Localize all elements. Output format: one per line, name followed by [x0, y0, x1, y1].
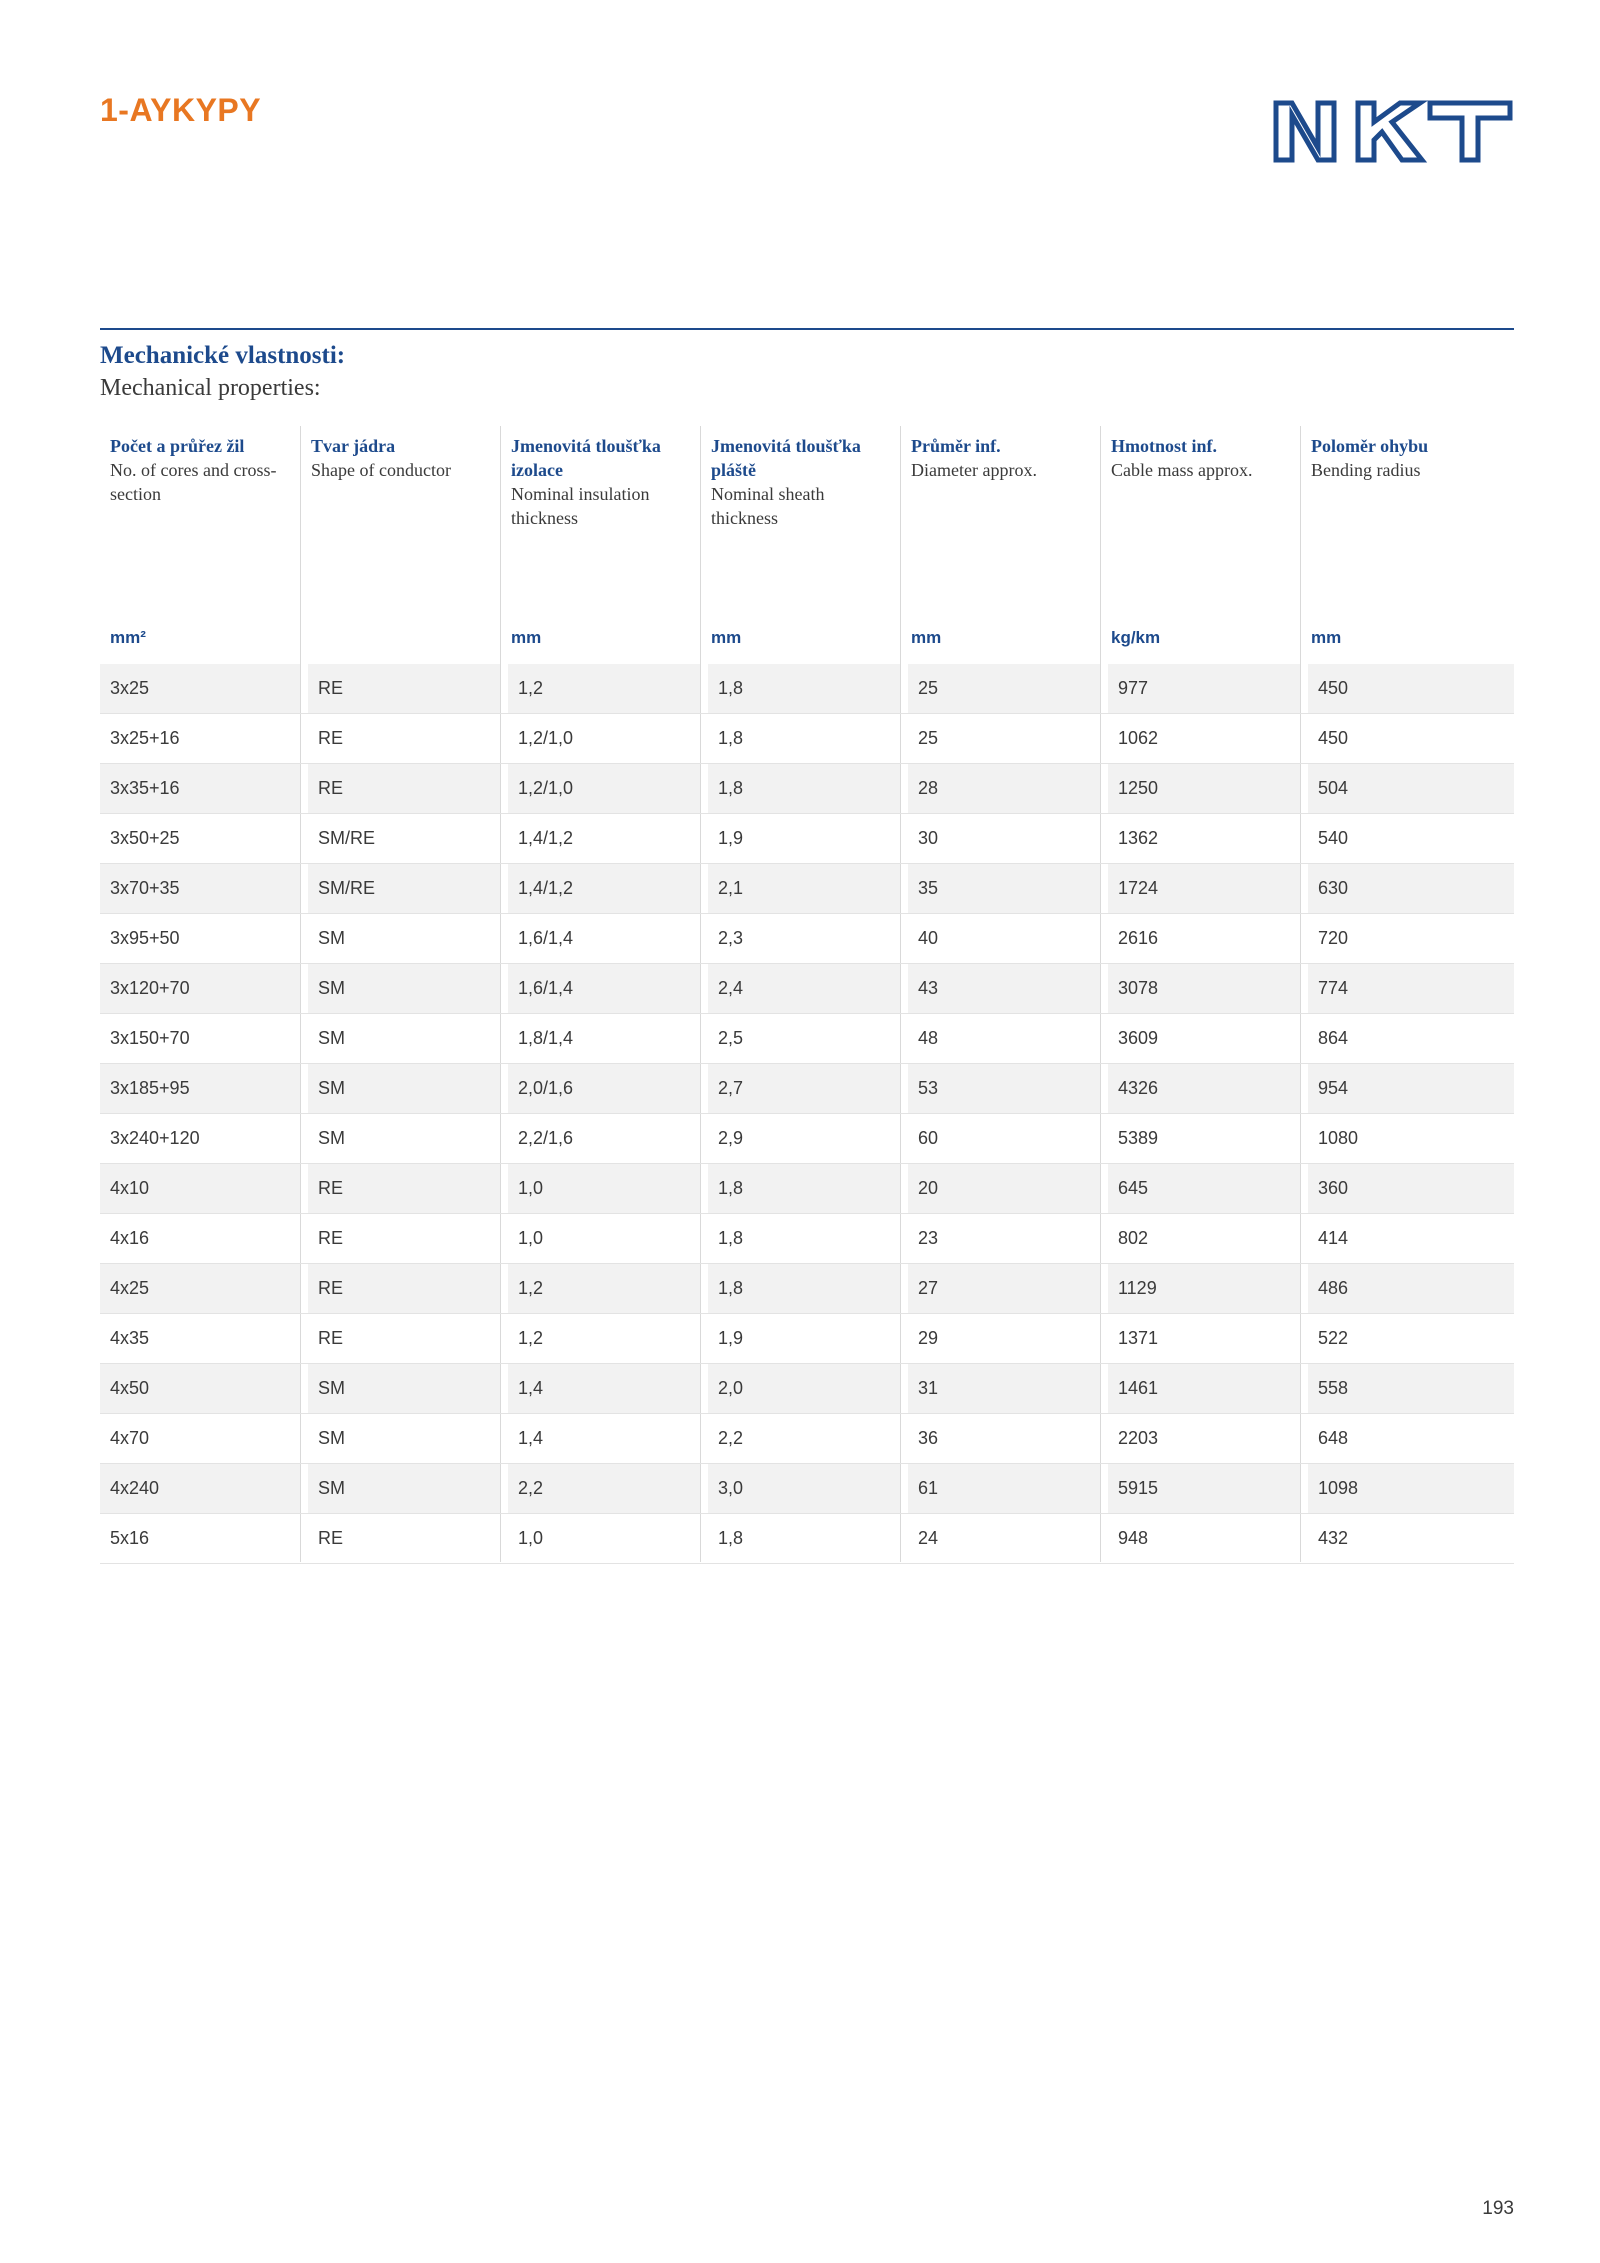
table-cell: 2,7 — [708, 1064, 900, 1113]
table-row — [100, 1114, 1514, 1164]
table-cell: 1,8 — [708, 1164, 900, 1213]
table-cell: 1,2 — [518, 1328, 544, 1348]
table-cell: 1,8 — [718, 1528, 744, 1548]
table-cell: 1371 — [1118, 1328, 1159, 1348]
column-unit: mm² — [110, 628, 146, 647]
column-header — [301, 426, 501, 664]
table-cell: 720 — [1318, 928, 1349, 948]
table-cell: 3x120+70 — [100, 964, 300, 1013]
table-cell: 2,9 — [718, 1128, 744, 1148]
table-cell: 1,8 — [718, 1228, 744, 1248]
table-cell: RE — [308, 764, 500, 813]
table-cell: 1080 — [1318, 1128, 1359, 1148]
table-cell: 630 — [1308, 864, 1514, 913]
table-cell: SM/RE — [308, 864, 500, 913]
table-cell: 4x10 — [100, 1164, 300, 1213]
table-cell: 645 — [1108, 1164, 1300, 1213]
table-cell: 558 — [1308, 1364, 1514, 1413]
column-header-en: Nominal sheath thickness — [711, 484, 825, 528]
table-cell: 3x240+120 — [110, 1128, 200, 1148]
table-cell: 1098 — [1308, 1464, 1514, 1513]
table-cell: RE — [318, 1328, 344, 1348]
table-cell: 1,2/1,0 — [508, 764, 700, 813]
table-row — [100, 1064, 1514, 1114]
table-cell: 4x70 — [110, 1428, 150, 1448]
column-unit: mm — [1311, 628, 1342, 647]
table-cell: 1,8/1,4 — [518, 1028, 574, 1048]
table-cell: 1,9 — [718, 828, 744, 848]
table-cell: 24 — [918, 1528, 939, 1548]
table-cell: 2,3 — [718, 928, 744, 948]
table-cell: 2,1 — [708, 864, 900, 913]
table-row — [100, 764, 1514, 814]
table-cell: 450 — [1318, 728, 1349, 748]
table-cell: 2,2 — [718, 1428, 744, 1448]
table-row — [100, 1014, 1514, 1064]
table-cell: 2,5 — [718, 1028, 744, 1048]
table-cell: 1,2 — [508, 1264, 700, 1313]
table-cell: 1,8 — [708, 1264, 900, 1313]
table-cell: SM — [308, 1064, 500, 1113]
table-cell: 5915 — [1108, 1464, 1300, 1513]
table-cell: 1,0 — [518, 1228, 544, 1248]
section-divider — [100, 328, 1514, 330]
table-cell: 27 — [908, 1264, 1100, 1313]
table-cell: 61 — [908, 1464, 1100, 1513]
table-cell: 414 — [1318, 1228, 1349, 1248]
table-cell: 3x25 — [100, 664, 300, 713]
table-row — [100, 864, 1514, 914]
column-header-cz: Počet a průřez žil — [110, 436, 245, 456]
table-cell: SM — [308, 964, 500, 1013]
table-cell: 1,4 — [508, 1364, 700, 1413]
column-header-en: Diameter approx. — [911, 460, 1037, 480]
table-row — [100, 1164, 1514, 1214]
table-cell: SM — [308, 1364, 500, 1413]
table-row — [100, 664, 1514, 714]
column-header-cz: Tvar jádra — [311, 436, 396, 456]
table-cell: 30 — [918, 828, 939, 848]
table-cell: 2616 — [1118, 928, 1159, 948]
column-header-cz: Jmenovitá tloušťka izolace — [511, 436, 661, 480]
section-title: Mechanické vlastnosti: — [100, 342, 346, 369]
table-cell: 864 — [1318, 1028, 1349, 1048]
table-cell: 2203 — [1118, 1428, 1159, 1448]
table-cell: 954 — [1308, 1064, 1514, 1113]
table-cell: 35 — [908, 864, 1100, 913]
table-row — [100, 914, 1514, 964]
table-cell: 4x16 — [110, 1228, 150, 1248]
table-cell: 3,0 — [708, 1464, 900, 1513]
column-unit: mm — [511, 628, 542, 647]
table-cell: SM — [318, 928, 345, 948]
table-cell: 3x95+50 — [110, 928, 180, 948]
table-row — [100, 1314, 1514, 1364]
table-cell: 486 — [1308, 1264, 1514, 1313]
table-cell: 1,0 — [518, 1528, 544, 1548]
table-cell: 2,0/1,6 — [508, 1064, 700, 1113]
table-cell: RE — [308, 664, 500, 713]
column-unit: mm — [711, 628, 742, 647]
column-header-en: Shape of conductor — [311, 460, 451, 480]
table-cell: 25 — [908, 664, 1100, 713]
column-header-en: Cable mass approx. — [1111, 460, 1253, 480]
column-unit: kg/km — [1111, 628, 1161, 647]
table-cell: 5389 — [1118, 1128, 1159, 1148]
table-cell: 4x240 — [100, 1464, 300, 1513]
table-row — [100, 814, 1514, 864]
table-cell: 3x150+70 — [110, 1028, 190, 1048]
column-header-en: Bending radius — [1311, 460, 1421, 480]
table-cell: 522 — [1318, 1328, 1349, 1348]
table-cell: 540 — [1318, 828, 1349, 848]
table-cell: 4326 — [1108, 1064, 1300, 1113]
column-header-en: Nominal insulation thickness — [511, 484, 650, 528]
table-row — [100, 1364, 1514, 1414]
table-cell: 977 — [1108, 664, 1300, 713]
table-cell: 1461 — [1108, 1364, 1300, 1413]
table-row — [100, 1214, 1514, 1264]
table-cell: 1,2 — [508, 664, 700, 713]
table-cell: 43 — [908, 964, 1100, 1013]
table-cell: 2,4 — [708, 964, 900, 1013]
table-cell: 29 — [918, 1328, 939, 1348]
table-cell: 360 — [1308, 1164, 1514, 1213]
table-cell: RE — [308, 1164, 500, 1213]
table-cell: 1,4 — [518, 1428, 544, 1448]
table-cell: RE — [318, 728, 344, 748]
table-cell: 774 — [1308, 964, 1514, 1013]
table-cell: SM — [308, 1464, 500, 1513]
table-cell: 31 — [908, 1364, 1100, 1413]
table-cell: 3x35+16 — [100, 764, 300, 813]
table-cell: 2,2/1,6 — [518, 1128, 574, 1148]
table-cell: 3609 — [1118, 1028, 1159, 1048]
table-cell: 802 — [1118, 1228, 1149, 1248]
table-cell: 3x185+95 — [100, 1064, 300, 1113]
table-cell: 3078 — [1108, 964, 1300, 1013]
table-cell: 1250 — [1108, 764, 1300, 813]
table-cell: 2,0 — [708, 1364, 900, 1413]
column-unit: mm — [911, 628, 942, 647]
table-cell: 504 — [1308, 764, 1514, 813]
table-cell: 60 — [918, 1128, 939, 1148]
table-cell: 23 — [918, 1228, 939, 1248]
table-cell: 432 — [1318, 1528, 1349, 1548]
table-cell: 4x50 — [100, 1364, 300, 1413]
table-row — [100, 1264, 1514, 1314]
table-cell: 40 — [918, 928, 939, 948]
table-cell: RE — [318, 1228, 344, 1248]
table-cell: 36 — [918, 1428, 939, 1448]
column-header-cz: Jmenovitá tloušťka pláště — [711, 436, 861, 480]
table-cell: 1129 — [1108, 1264, 1300, 1313]
table-cell: 1,4/1,2 — [508, 864, 700, 913]
table-cell: SM/RE — [318, 828, 376, 848]
table-cell: 3x70+35 — [100, 864, 300, 913]
nkt-logo — [1270, 98, 1514, 163]
table-cell: 450 — [1308, 664, 1514, 713]
table-cell: 3x50+25 — [110, 828, 180, 848]
table-cell: 948 — [1118, 1528, 1149, 1548]
table-body — [100, 664, 1514, 1564]
table-cell: 1,4/1,2 — [518, 828, 574, 848]
table-cell: 5x16 — [110, 1528, 150, 1548]
table-cell: 1724 — [1108, 864, 1300, 913]
table-cell: RE — [308, 1264, 500, 1313]
table-cell: 53 — [908, 1064, 1100, 1113]
table-cell: 1,8 — [708, 764, 900, 813]
table-row — [100, 714, 1514, 764]
column-header-cz: Hmotnost inf. — [1111, 436, 1218, 456]
table-cell: SM — [318, 1028, 345, 1048]
section-subtitle: Mechanical properties: — [100, 375, 321, 401]
table-cell: 20 — [908, 1164, 1100, 1213]
table-row — [100, 1414, 1514, 1464]
column-header-en: No. of cores and cross-section — [110, 460, 277, 504]
table-cell: 1,6/1,4 — [518, 928, 574, 948]
table-cell: 4x35 — [110, 1328, 150, 1348]
table-cell: 1,8 — [708, 664, 900, 713]
table-cell: SM — [318, 1128, 345, 1148]
table-row — [100, 1464, 1514, 1514]
table-cell: 3x25+16 — [110, 728, 180, 748]
table-cell: 48 — [918, 1028, 939, 1048]
table-row — [100, 964, 1514, 1014]
table-row — [100, 1514, 1514, 1564]
table-cell: 1,8 — [718, 728, 744, 748]
table-cell: 1362 — [1118, 828, 1159, 848]
table-cell: 1062 — [1118, 728, 1159, 748]
table-cell: 648 — [1318, 1428, 1349, 1448]
column-header-cz: Poloměr ohybu — [1311, 436, 1429, 456]
table-cell: 1,6/1,4 — [508, 964, 700, 1013]
page-number: 193 — [1482, 2198, 1514, 2219]
table-cell: 25 — [918, 728, 939, 748]
table-cell: 4x25 — [100, 1264, 300, 1313]
table-cell: 28 — [908, 764, 1100, 813]
table-cell: 1,9 — [718, 1328, 744, 1348]
column-header-cz: Průměr inf. — [911, 436, 1001, 456]
table-cell: 1,0 — [508, 1164, 700, 1213]
table-cell: 1,2/1,0 — [518, 728, 574, 748]
table-cell: RE — [318, 1528, 344, 1548]
table-cell: 2,2 — [508, 1464, 700, 1513]
table-cell: SM — [318, 1428, 345, 1448]
document-title: 1-AYKYPY — [100, 92, 262, 128]
